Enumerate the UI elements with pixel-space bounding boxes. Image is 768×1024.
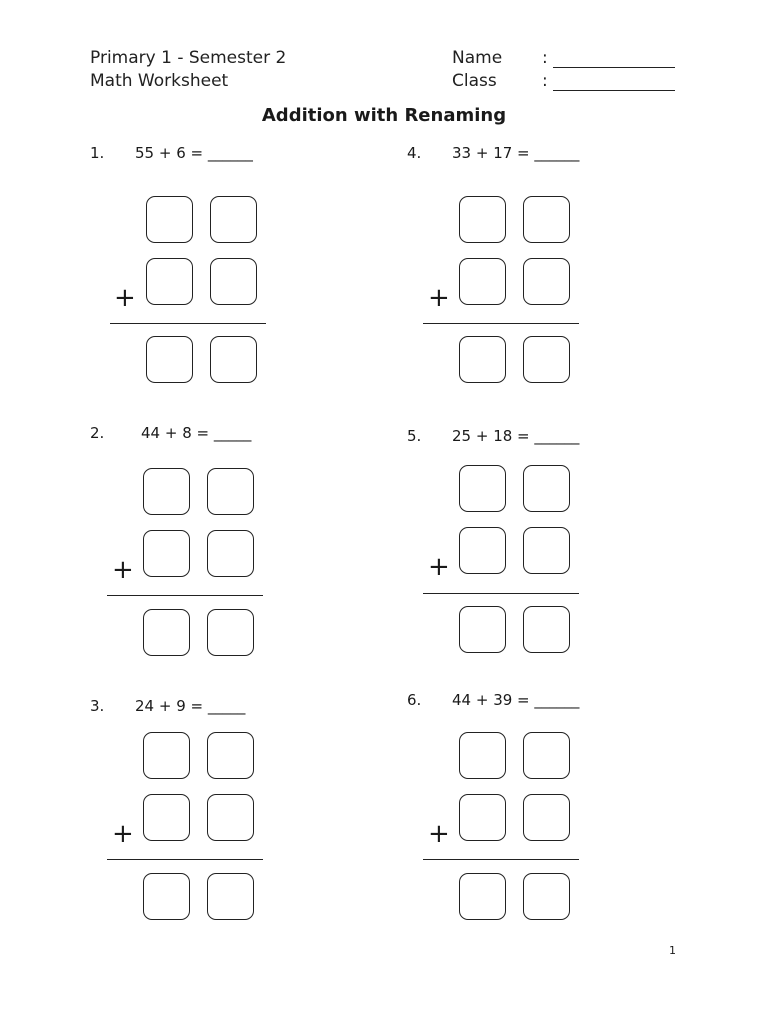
answer-box-top-tens[interactable] [459, 465, 506, 512]
problem-3 [90, 696, 390, 926]
page-number: 1 [669, 944, 676, 957]
problem-equation: 25 + 18 = ______ [452, 427, 580, 445]
problem-equation: 44 + 8 = _____ [141, 424, 252, 442]
name-field[interactable] [542, 48, 675, 68]
answer-box-top-ones[interactable] [523, 465, 570, 512]
sum-line [107, 859, 263, 860]
name-label: Name [452, 48, 503, 68]
answer-box-top-tens[interactable] [146, 196, 193, 243]
problem-6 [407, 690, 707, 920]
answer-box-middle-ones[interactable] [523, 794, 570, 841]
problem-equation: 24 + 9 = _____ [135, 697, 246, 715]
answer-box-top-ones[interactable] [523, 732, 570, 779]
problem-number: 3. [90, 697, 105, 715]
plus-sign: + [428, 552, 450, 582]
plus-sign: + [428, 819, 450, 849]
answer-box-result-ones[interactable] [523, 336, 570, 383]
answer-box-result-tens[interactable] [459, 873, 506, 920]
plus-sign: + [112, 819, 134, 849]
sum-line [423, 323, 579, 324]
problem-number: 5. [407, 427, 422, 445]
problem-1 [90, 143, 390, 373]
class-field[interactable] [542, 71, 675, 91]
sum-line [423, 593, 579, 594]
answer-box-result-ones[interactable] [210, 336, 257, 383]
class-colon: : [542, 71, 548, 91]
answer-box-middle-tens[interactable] [143, 794, 190, 841]
answer-box-result-tens[interactable] [459, 336, 506, 383]
answer-box-result-ones[interactable] [523, 606, 570, 653]
answer-box-top-tens[interactable] [143, 468, 190, 515]
sum-line [107, 595, 263, 596]
problem-number: 1. [90, 144, 105, 162]
answer-box-top-tens[interactable] [459, 196, 506, 243]
problem-2 [90, 423, 390, 653]
answer-box-middle-ones[interactable] [210, 258, 257, 305]
answer-box-result-tens[interactable] [459, 606, 506, 653]
worksheet-title: Addition with Renaming [261, 105, 507, 126]
answer-box-middle-ones[interactable] [207, 530, 254, 577]
answer-box-middle-tens[interactable] [459, 527, 506, 574]
answer-box-result-ones[interactable] [523, 873, 570, 920]
problem-equation: 44 + 39 = ______ [452, 691, 580, 709]
problem-equation: 55 + 6 = ______ [135, 144, 253, 162]
class-blank-line [553, 75, 675, 91]
sum-line [423, 859, 579, 860]
answer-box-middle-tens[interactable] [143, 530, 190, 577]
answer-box-middle-tens[interactable] [146, 258, 193, 305]
answer-box-middle-tens[interactable] [459, 794, 506, 841]
answer-box-result-tens[interactable] [146, 336, 193, 383]
answer-box-top-ones[interactable] [207, 468, 254, 515]
header-line-2: Math Worksheet [90, 71, 229, 91]
problem-number: 2. [90, 424, 105, 442]
header-line-1: Primary 1 - Semester 2 [90, 48, 287, 68]
answer-box-middle-ones[interactable] [207, 794, 254, 841]
problem-number: 6. [407, 691, 422, 709]
answer-box-result-tens[interactable] [143, 609, 190, 656]
answer-box-middle-tens[interactable] [459, 258, 506, 305]
answer-box-middle-ones[interactable] [523, 527, 570, 574]
sum-line [110, 323, 266, 324]
answer-box-middle-ones[interactable] [523, 258, 570, 305]
answer-box-top-ones[interactable] [207, 732, 254, 779]
plus-sign: + [428, 283, 450, 313]
name-blank-line [553, 52, 675, 68]
plus-sign: + [112, 555, 134, 585]
answer-box-top-tens[interactable] [143, 732, 190, 779]
class-label: Class [452, 71, 497, 91]
answer-box-result-ones[interactable] [207, 609, 254, 656]
problem-5 [407, 426, 707, 656]
answer-box-top-ones[interactable] [210, 196, 257, 243]
problem-4 [407, 143, 707, 373]
answer-box-top-ones[interactable] [523, 196, 570, 243]
problem-equation: 33 + 17 = ______ [452, 144, 580, 162]
answer-box-result-ones[interactable] [207, 873, 254, 920]
plus-sign: + [114, 283, 136, 313]
answer-box-result-tens[interactable] [143, 873, 190, 920]
answer-box-top-tens[interactable] [459, 732, 506, 779]
name-colon: : [542, 48, 548, 68]
problem-number: 4. [407, 144, 422, 162]
